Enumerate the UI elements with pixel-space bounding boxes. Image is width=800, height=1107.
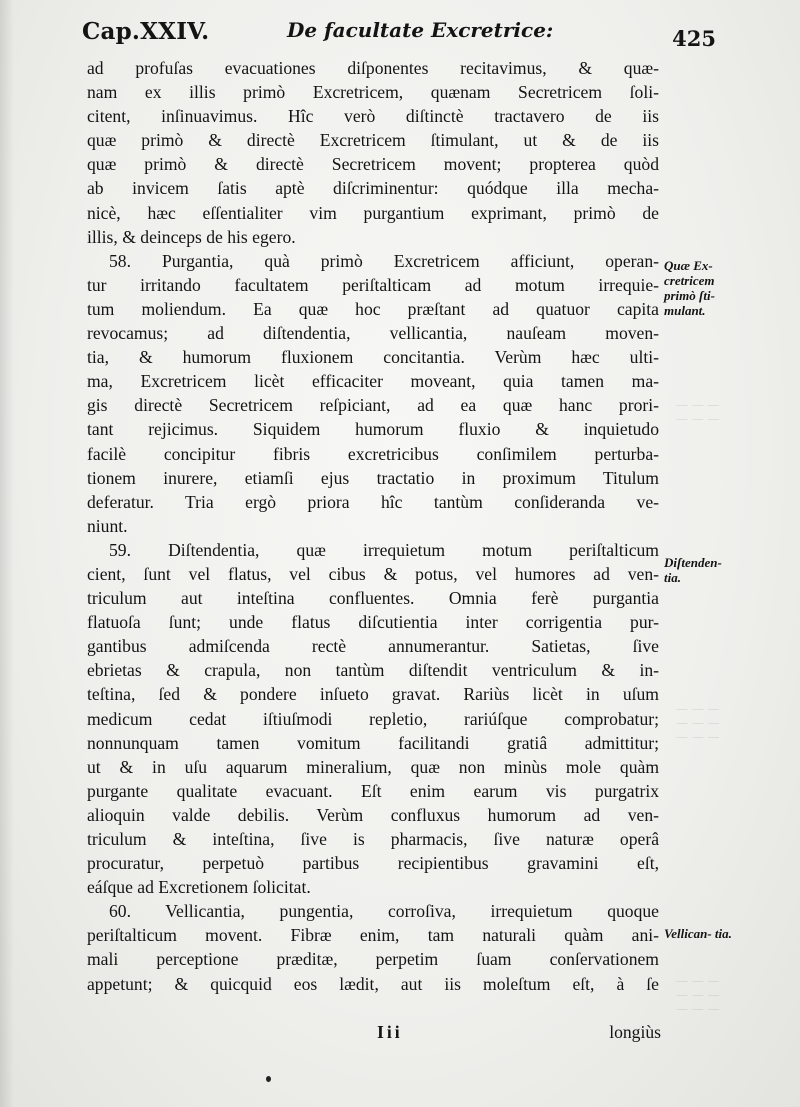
text-line: ad profuſas evacuationes diſponentes recitavimus, & quæ- [87,58,659,78]
text-line: tia, & humorum fluxionem concitantia. Verùm hæc ulti- [87,347,659,368]
running-header [82,14,716,54]
paragraph-59-start: 59. Diſtendentia, quæ irrequietum motum periſtalticum [109,539,659,560]
text-line: periſtalticum movent. Fibræ enim, tam naturali quàm ani- [87,925,659,946]
text-line: cient, ſunt vel flatus, vel cibus & potus, vel humores ad ven- [87,563,659,584]
chapter-label: Cap.XXIV. [82,18,210,45]
text-line: quæ primò & directè Secretricem movent; propterea quòd [87,154,659,175]
text-line: facilè concipitur fibris excretricibus conſimilem perturba- [87,443,659,464]
paragraph-58-start: 58. Purgantia, quà primò Excretricem afficiunt, operan- [109,250,659,271]
text-line: ma, Excretricem licèt efficaciter moveant, quia tamen ma- [87,371,659,392]
text-line: appetunt; & quicquid eos lædit, aut iis moleſtum eſt, à ſe [87,973,659,994]
margin-note-vellicantia: Vellican- tia. [664,926,732,941]
text-line: niunt. [87,515,128,536]
text-line: illis, & deinceps de his egero. [87,226,296,247]
text-line: tionem inurere, etiamſi ejus tractatio in proximum Titulum [87,467,659,488]
text-line: gis directè Secretricem reſpiciant, ad ea quæ hanc prori- [87,395,659,416]
paragraph-60-start: 60. Vellicantia, pungentia, corroſiva, irrequietum quoque [109,901,659,922]
text-line: citent, inſinuavimus. Hîc verò diſtinctè tractavero de iis [87,106,659,127]
page-number: 425 [672,26,716,51]
page-footer [87,1022,661,1052]
margin-note-distendentia: Diſtenden- tia. [664,555,722,585]
text-line: alioquin valde debilis. Verùm confluxus humorum ad ven- [87,804,659,825]
text-line: tant rejicimus. Siquidem humorum fluxio & inquietudo [87,419,659,440]
page-edge-shadow [0,0,14,1107]
text-line: procuratur, perpetuò partibus recipientibus gravamini eſt, [87,853,659,874]
text-line: ebrietas & crapula, non tantùm diſtendit ventriculum & in- [87,660,659,681]
text-line: revocamus; ad diſtendentia, vellicantia, nauſeam moven- [87,323,659,344]
text-line: gantibus admiſcenda rectè annumerantur. Satietas, ſive [87,636,659,657]
text-line: tum moliendum. Ea quæ hoc præſtant ad quatuor capita [87,298,659,319]
bleed-through: — — — — — — [676,398,720,426]
text-line: mali perceptione præditæ, perpetim ſuam conſervationem [87,949,659,970]
text-line: eáſque ad Excretionem ſolicitat. [87,877,311,898]
signature-mark: Iii [377,1022,403,1042]
text-line: nicè, hæc eſſentialiter vim purgantium exprimant, primò de [87,202,659,223]
text-line: nonnunquam tamen vomitum facilitandi gratiâ admittitur; [87,732,659,753]
text-line: triculum & inteſtina, ſive is pharmacis, ſive naturæ operâ [87,829,659,849]
margin-note-que-excretricem: Quæ Ex- cretricem primò ſti- mulant. [664,258,715,318]
text-line: nam ex illis primò Excretricem, quænam Secretricem ſoli- [87,82,659,103]
running-title: De facultate Excretrice: [287,18,554,42]
text-line: flatuoſa ſunt; unde flatus diſcutientia inter corrigentia pur- [87,612,659,633]
text-line: ut & in uſu aquarum mineralium, quæ non minùs mole quàm [87,756,659,777]
bleed-through: — — — — — — — — — [676,702,720,744]
text-line: teſtina, ſed & pondere inſueto gravat. Rariùs licèt in uſum [87,684,659,705]
main-text [87,56,659,996]
bleed-through: — — — — — — — — — [676,974,720,1016]
text-line: tur irritando facultatem periſtalticam ad motum irrequie- [87,274,659,295]
ink-speck [266,1076,271,1082]
text-line: quæ primò & directè Excretricem ſtimulant, ut & de iis [87,130,659,151]
text-line: purgante qualitate evacuant. Eſt enim earum vis purgatrix [87,780,659,801]
text-line: deferatur. Tria ergò priora hîc tantùm conſideranda ve- [87,491,659,512]
text-line: ab invicem ſatis aptè diſcriminentur: quódque illa mecha- [87,178,659,199]
catchword: longiùs [609,1022,661,1042]
text-line: medicum cedat iſtiuſmodi repletio, rariúſque comprobatur; [87,708,659,729]
text-line: triculum aut inteſtina confluentes. Omnia ferè purgantia [87,588,659,609]
